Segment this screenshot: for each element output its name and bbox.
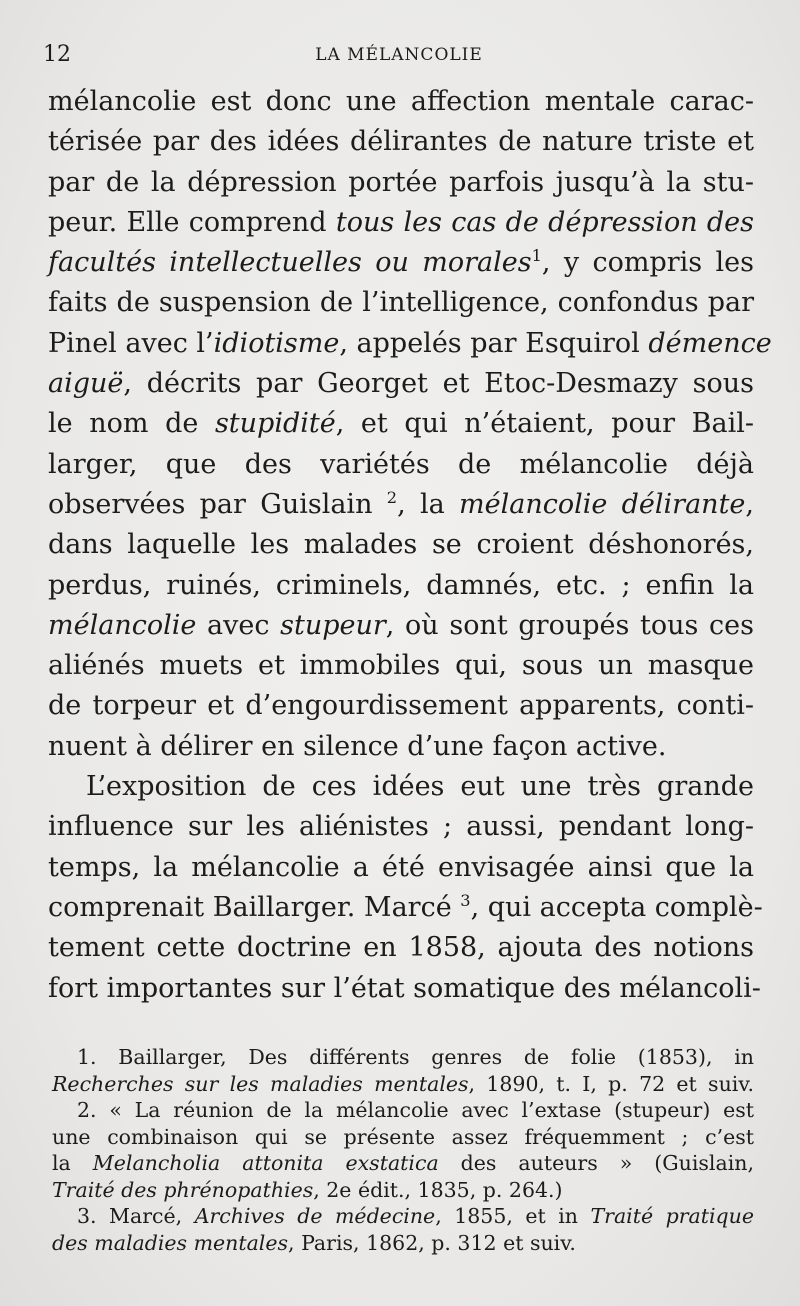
text-run: mélancolie est donc une affection mentale carac- — [48, 86, 754, 117]
text-run: , où sont groupés tous ces — [385, 609, 754, 641]
text-run: , y compris les — [541, 247, 754, 279]
text-run: influence sur les aliénistes ; aussi, pendant long- — [48, 811, 754, 843]
text-line — [48, 686, 754, 726]
text-run: faits de suspension de l’intelligence, confondus par — [48, 287, 754, 319]
footnote-marker: 1 — [531, 246, 542, 266]
text-run: , 1890, t. I, p. 72 et suiv. — [468, 1071, 754, 1096]
italic-text: Traité pratique — [590, 1204, 754, 1228]
text-run: 3. Marcé, — [77, 1204, 195, 1228]
text-run: comprenait Baillarger. Marcé — [48, 891, 461, 923]
text-line — [48, 243, 754, 283]
text-run: , 2e édit., 1835, p. 264.) — [313, 1177, 563, 1202]
italic-text: Melancholia attonita exstatica — [92, 1151, 439, 1175]
page-number: 12 — [43, 42, 71, 67]
text-run: 2. « La réunion de la mélancolie avec l’extase (stupeur) est — [77, 1098, 754, 1122]
text-run: larger, que des variétés de mélancolie déjà — [48, 448, 754, 480]
text-line — [48, 928, 754, 968]
text-line — [48, 203, 754, 243]
text-line — [48, 283, 754, 323]
text-run: la — [52, 1151, 93, 1175]
text-run: temps, la mélancolie a été envisagée ainsi que la — [48, 851, 754, 883]
text-line — [48, 122, 754, 162]
text-line — [48, 767, 754, 807]
text-run: L’exposition de ces idées eut une très grande — [86, 771, 754, 803]
text-line — [48, 445, 754, 485]
text-run: par de la dépression portée parfois jusqu’à la stu- — [48, 166, 754, 198]
footnote-line — [52, 1097, 754, 1124]
text-line — [48, 525, 754, 565]
page-header — [43, 42, 755, 72]
text-line — [48, 888, 763, 928]
text-line — [48, 848, 754, 888]
text-run: 1. Baillarger, Des différents genres de folie (1853), in — [77, 1045, 754, 1069]
text-run: , décrits par Georget et Etoc-Desmazy sous — [123, 368, 754, 400]
italic-text: tous les cas de dépression des — [335, 206, 754, 238]
text-run: , — [745, 488, 754, 520]
italic-text: démence — [648, 327, 772, 359]
text-run: , et qui n’étaient, pour Bail- — [335, 408, 754, 440]
text-run: nuent à délirer en silence d’une façon active. — [48, 730, 667, 762]
footnote-line — [52, 1044, 754, 1071]
text-line — [48, 646, 754, 686]
text-run: , appelés par Esquirol — [339, 327, 649, 359]
text-run: observées par Guislain — [48, 488, 387, 520]
italic-text: des maladies mentales — [52, 1230, 289, 1255]
footnote-line — [52, 1071, 754, 1098]
text-run: , 1855, et in — [435, 1204, 591, 1228]
text-line — [48, 727, 754, 767]
text-line — [48, 606, 754, 646]
italic-text: facultés intellectuelles ou morales — [48, 247, 532, 279]
text-run: , Paris, 1862, p. 312 et suiv. — [288, 1230, 576, 1255]
italic-text: Recherches sur les maladies mentales — [52, 1071, 469, 1096]
text-run: des auteurs » (Guislain, — [438, 1151, 754, 1175]
text-line — [48, 364, 754, 404]
text-line — [48, 404, 754, 444]
footnotes — [52, 1044, 754, 1256]
italic-text: idiotisme — [213, 327, 340, 359]
text-run: avec — [196, 609, 281, 641]
italic-text: Traité des phrénopathies — [52, 1177, 314, 1202]
text-line — [48, 324, 772, 364]
footnote-line — [52, 1124, 754, 1151]
text-run: peur. Elle comprend — [48, 206, 336, 238]
footnote-line — [52, 1203, 754, 1230]
text-line — [48, 485, 754, 525]
text-run: de torpeur et d’engourdissement apparents, conti- — [48, 690, 754, 722]
text-line — [48, 969, 761, 1009]
body-text — [48, 82, 772, 1009]
footnote-line — [52, 1177, 754, 1204]
text-line — [48, 566, 754, 606]
text-run: Pinel avec l’ — [48, 327, 214, 359]
text-run: térisée par des idées délirantes de nature triste et — [48, 126, 754, 158]
text-run: dans laquelle les malades se croient déshonorés, — [48, 529, 754, 561]
text-run: aliénés muets et immobiles qui, sous un masque — [48, 650, 754, 682]
italic-text: stupidité — [214, 408, 336, 440]
text-run: tement cette doctrine en 1858, ajouta des notions — [48, 932, 754, 964]
text-line — [48, 807, 754, 847]
text-run: , qui accepta complè- — [470, 891, 763, 923]
italic-text: Archives de médecine — [194, 1204, 436, 1228]
text-line — [48, 82, 754, 122]
running-title: LA MÉLANCOLIE — [315, 45, 483, 65]
italic-text: stupeur — [280, 609, 386, 641]
text-run: perdus, ruinés, criminels, damnés, etc. ; enfin la — [48, 569, 754, 601]
text-line — [48, 163, 754, 203]
italic-text: aiguë — [48, 368, 124, 400]
text-run: , la — [397, 488, 460, 520]
footnote-line — [52, 1150, 754, 1177]
text-run: une combinaison qui se présente assez fréquemment ; c’est — [52, 1124, 754, 1149]
italic-text: mélancolie — [48, 609, 197, 641]
footnote-marker: 3 — [460, 890, 471, 910]
footnote-marker: 2 — [386, 487, 398, 507]
footnote-line — [52, 1230, 754, 1257]
text-run: le nom de — [48, 408, 215, 440]
text-run: fort importantes sur l’état somatique des mélancoli- — [48, 972, 761, 1004]
italic-text: mélancolie délirante — [459, 488, 746, 520]
